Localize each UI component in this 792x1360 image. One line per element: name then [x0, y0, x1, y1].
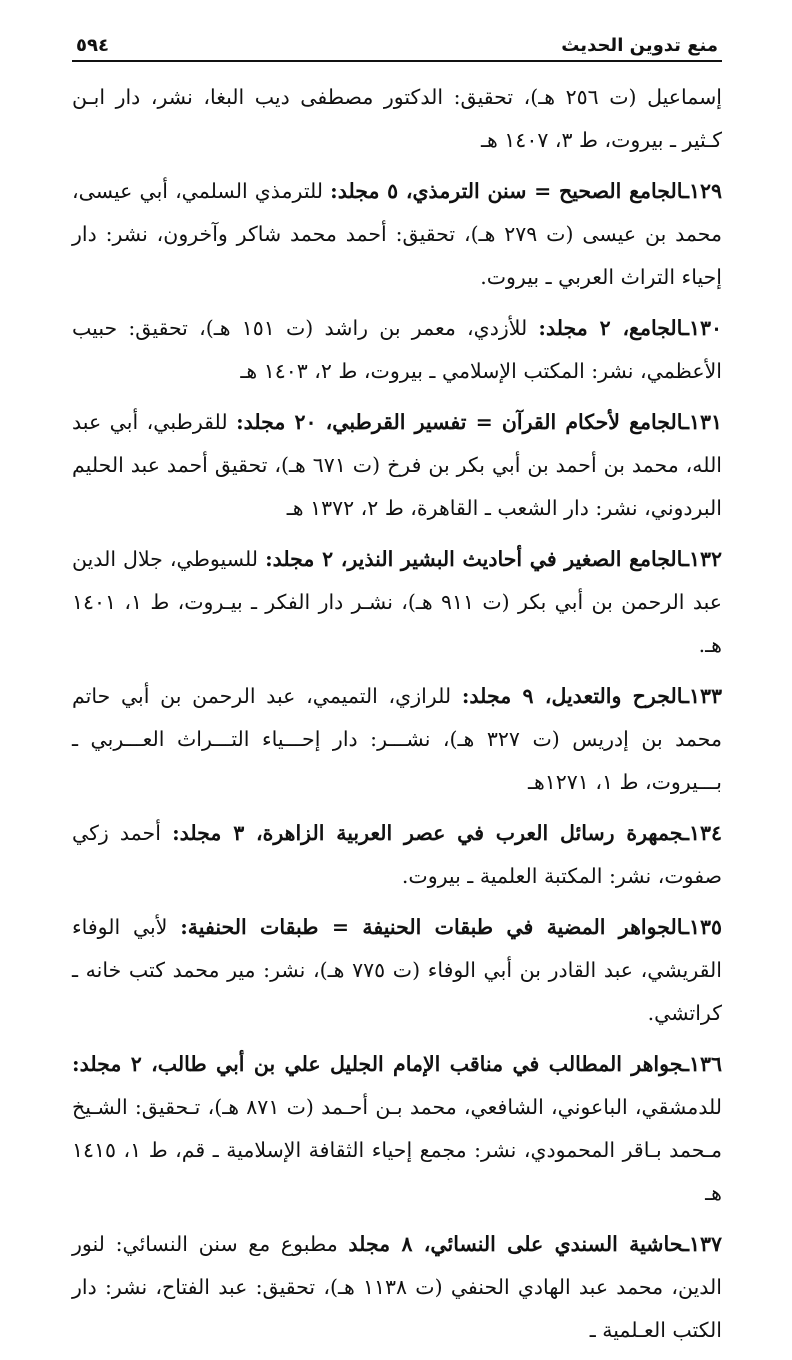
bibliography-entry: [72, 906, 722, 1035]
entry-title: الجامع الصغير في أحاديث البشير النذير، ٢ مجلد:: [265, 547, 683, 571]
bibliography-list: [72, 76, 722, 1352]
entry-body: للترمذي السلمي، أبي عيسى، محمد بن عيسى (ت ٢٧٩ هـ)، تحقيق: أحمد محمد شاكر وآخرون، نشر: دار إحياء التراث العربي ـ بيروت.: [72, 179, 722, 289]
bibliography-entry: [72, 307, 722, 393]
entry-title: حاشية السندي على النسائي، ٨ مجلد: [348, 1232, 683, 1256]
entry-title: الجامع، ٢ مجلد:: [538, 316, 683, 340]
entry-number: ١٣٧ـ: [682, 1232, 723, 1256]
entry-number: ١٣٥ـ: [682, 915, 722, 939]
entry-body: لأبي الوفاء القريشي، عبد القادر بن أبي الوفاء (ت ٧٧٥ هـ)، نشر: مير محمد كتب خانه ـ كراتشي.: [72, 915, 722, 1025]
entry-body: للدمشقي، الباعوني، الشافعي، محمد بـن أحـمد (ت ٨٧١ هـ)، تـحقيق: الشـيخ مـحمد بـاقر المحمودي، نشر: مجمع إحياء الثقافة الإسلامية ـ قم، ط ١، ١٤١٥ هـ: [72, 1095, 723, 1205]
entry-number: ١٣٤ـ: [682, 821, 723, 845]
entry-body: للسيوطي، جلال الدين عبد الرحمن بن أبي بكر (ت ٩١١ هـ)، نشـر دار الفكر ـ بيـروت، ط ١، ١٤٠١ هـ.: [72, 547, 723, 657]
bibliography-entry: [72, 812, 722, 898]
entry-title: جمهرة رسائل العرب في عصر العربية الزاهرة، ٣ مجلد:: [172, 821, 683, 845]
entry-number: ١٣٢ـ: [682, 547, 722, 571]
entry-number: ١٣٠ـ: [682, 316, 722, 340]
bibliography-entry: [72, 401, 722, 530]
entry-title: الجامع الصحيح = سنن الترمذي، ٥ مجلد:: [330, 179, 683, 203]
entry-body: مطبوع مع سنن النسائي: لنور الدين، محمد عبد الهادي الحنفي (ت ١١٣٨ هـ)، تحقيق: عبد الفتاح، نشر: دار الكتب العـلمية ـ: [72, 1232, 722, 1342]
bibliography-entry: [72, 1223, 722, 1352]
entry-body: إسماعيل (ت ٢٥٦ هـ)، تحقيق: الدكتور مصطفى ديب البغا، نشر، دار ابـن كـثير ـ بيروت، ط ٣، ١٤٠٧ هـ: [72, 85, 722, 152]
page-number: ٥٩٤: [76, 35, 109, 56]
bibliography-entry: [72, 675, 722, 804]
entry-body: أحمد زكي صفوت، نشر: المكتبة العلمية ـ بيروت.: [72, 821, 722, 888]
entry-title: الجرح والتعديل، ٩ مجلد:: [461, 684, 683, 708]
entry-title: الجواهر المضية في طبقات الحنيفة = طبقات الحنفية:: [180, 915, 683, 939]
running-header: [72, 22, 722, 62]
entry-body: للأزدي، معمر بن راشد (ت ١٥١ هـ)، تحقيق: حبيب الأعظمي، نشر: المكتب الإسلامي ـ بيروت، ط ٢، ١٤٠٣ هـ: [72, 316, 722, 383]
bibliography-entry: [72, 538, 722, 667]
bibliography-entry: [72, 170, 722, 299]
entry-number: ١٣٣ـ: [682, 684, 723, 708]
running-header-title: منع تدوين الحديث: [561, 35, 718, 56]
entry-number: ١٢٩ـ: [682, 179, 722, 203]
book-page: [72, 22, 722, 1360]
entry-title: الجامع لأحكام القرآن = تفسير القرطبي، ٢٠ مجلد:: [236, 410, 683, 434]
bibliography-entry: [72, 1043, 722, 1215]
entry-number: ١٣١ـ: [682, 410, 723, 434]
entry-number: ١٣٦ـ: [682, 1052, 723, 1076]
entry-title: جواهر المطالب في مناقب الإمام الجليل علي بن أبي طالب، ٢ مجلد:: [72, 1052, 683, 1076]
entry-body: للقرطبي، أبي عبد الله، محمد بن أحمد بن أبي بكر بن فرخ (ت ٦٧١ هـ)، تحقيق أحمد عبد الحليم البردوني، نشر: دار الشعب ـ القاهرة، ط ٢، ١٣٧٢ هـ: [72, 410, 723, 520]
entry-body: للرازي، التميمي، عبد الرحمن بن أبي حاتم محمد بن إدريس (ت ٣٢٧ هـ)، نشـــر: دار إحـــياء التـــراث العـــربي ـ بـــيروت، ط ١، ١٢٧١هـ: [72, 684, 722, 794]
bibliography-entry: [72, 76, 722, 162]
